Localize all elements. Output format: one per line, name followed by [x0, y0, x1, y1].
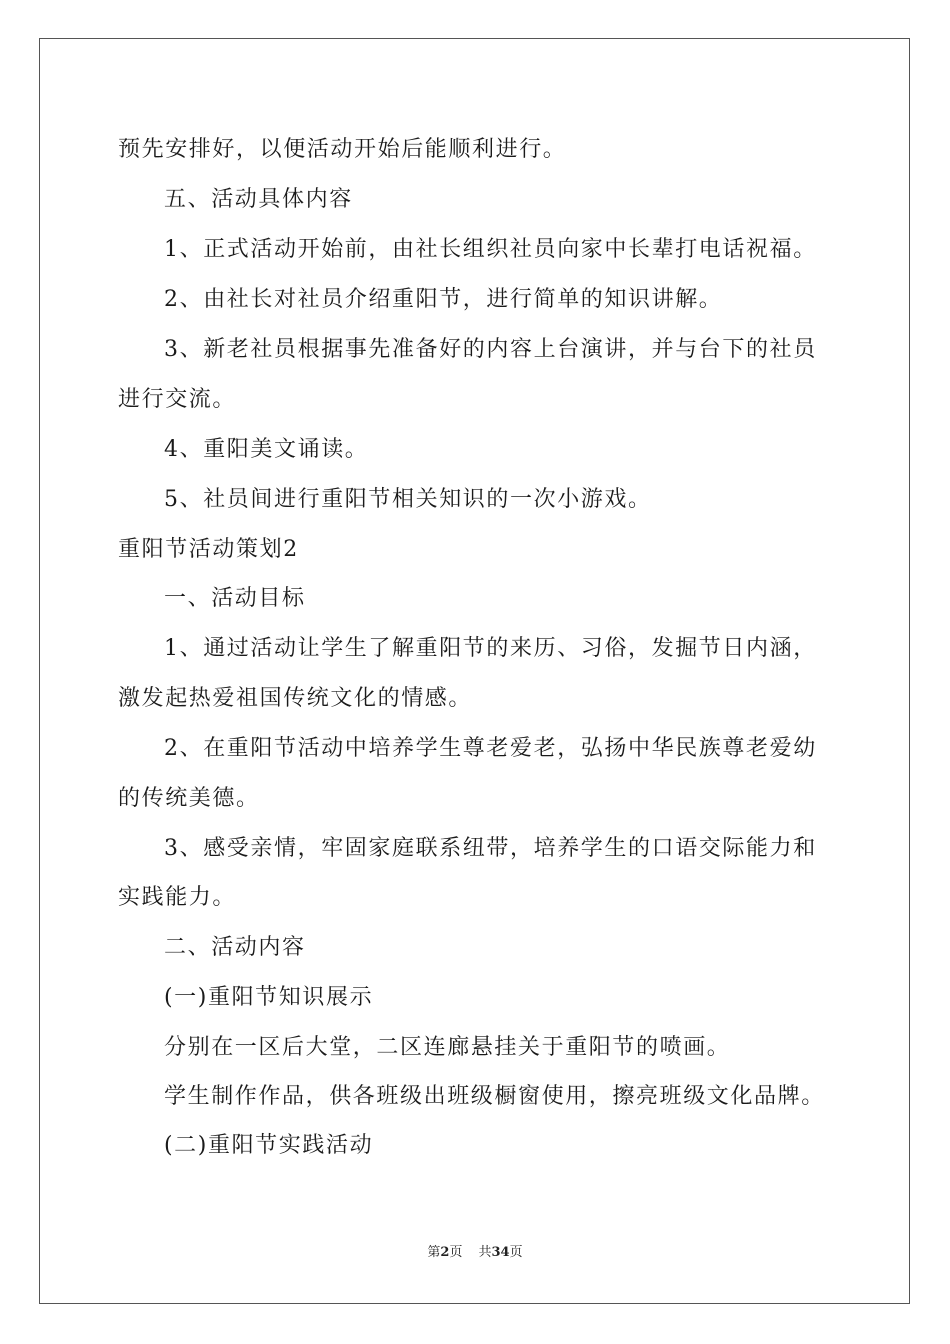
page-prefix: 第: [427, 1245, 441, 1260]
list-item: 5、社员间进行重阳节相关知识的一次小游戏。: [164, 487, 652, 512]
subsection-heading: (二)重阳节实践活动: [164, 1133, 374, 1158]
paragraph-line: 预先安排好，以便活动开始后能顺利进行。: [118, 137, 567, 162]
list-item: 4、重阳美文诵读。: [164, 437, 369, 462]
list-item: 2、由社长对社员介绍重阳节，进行简单的知识讲解。: [164, 287, 723, 312]
list-item: 1、正式活动开始前，由社长组织社员向家中长辈打电话祝福。: [164, 237, 817, 262]
section-heading: 二、活动内容: [164, 935, 306, 960]
document-title: 重阳节活动策划2: [118, 537, 299, 562]
list-item-continuation: 实践能力。: [118, 885, 237, 910]
paragraph-line: 学生制作作品，供各班级出班级橱窗使用，擦亮班级文化品牌。: [164, 1084, 825, 1109]
total-pages: 34: [491, 1245, 510, 1260]
list-item-continuation: 进行交流。: [118, 387, 237, 412]
paragraph-line: 分别在一区后大堂，二区连廊悬挂关于重阳节的喷画。: [164, 1035, 731, 1060]
list-item: 2、在重阳节活动中培养学生尊老爱老，弘扬中华民族尊老爱幼: [164, 736, 817, 761]
list-item: 1、通过活动让学生了解重阳节的来历、习俗，发掘节日内涵，: [164, 636, 817, 661]
total-prefix: 共: [478, 1245, 492, 1260]
list-item-continuation: 的传统美德。: [118, 786, 260, 811]
list-item: 3、感受亲情，牢固家庭联系纽带，培养学生的口语交际能力和: [164, 836, 817, 861]
section-heading: 一、活动目标: [164, 586, 306, 611]
total-suffix: 页: [509, 1245, 523, 1260]
subsection-heading: (一)重阳节知识展示: [164, 985, 374, 1010]
page-number: 2: [440, 1245, 450, 1260]
page-suffix: 页: [449, 1245, 463, 1260]
list-item: 3、新老社员根据事先准备好的内容上台演讲，并与台下的社员: [164, 337, 817, 362]
section-heading: 五、活动具体内容: [164, 187, 353, 212]
list-item-continuation: 激发起热爱祖国传统文化的情感。: [118, 686, 473, 711]
page-border: [39, 38, 910, 1304]
page-footer: [0, 1244, 950, 1262]
